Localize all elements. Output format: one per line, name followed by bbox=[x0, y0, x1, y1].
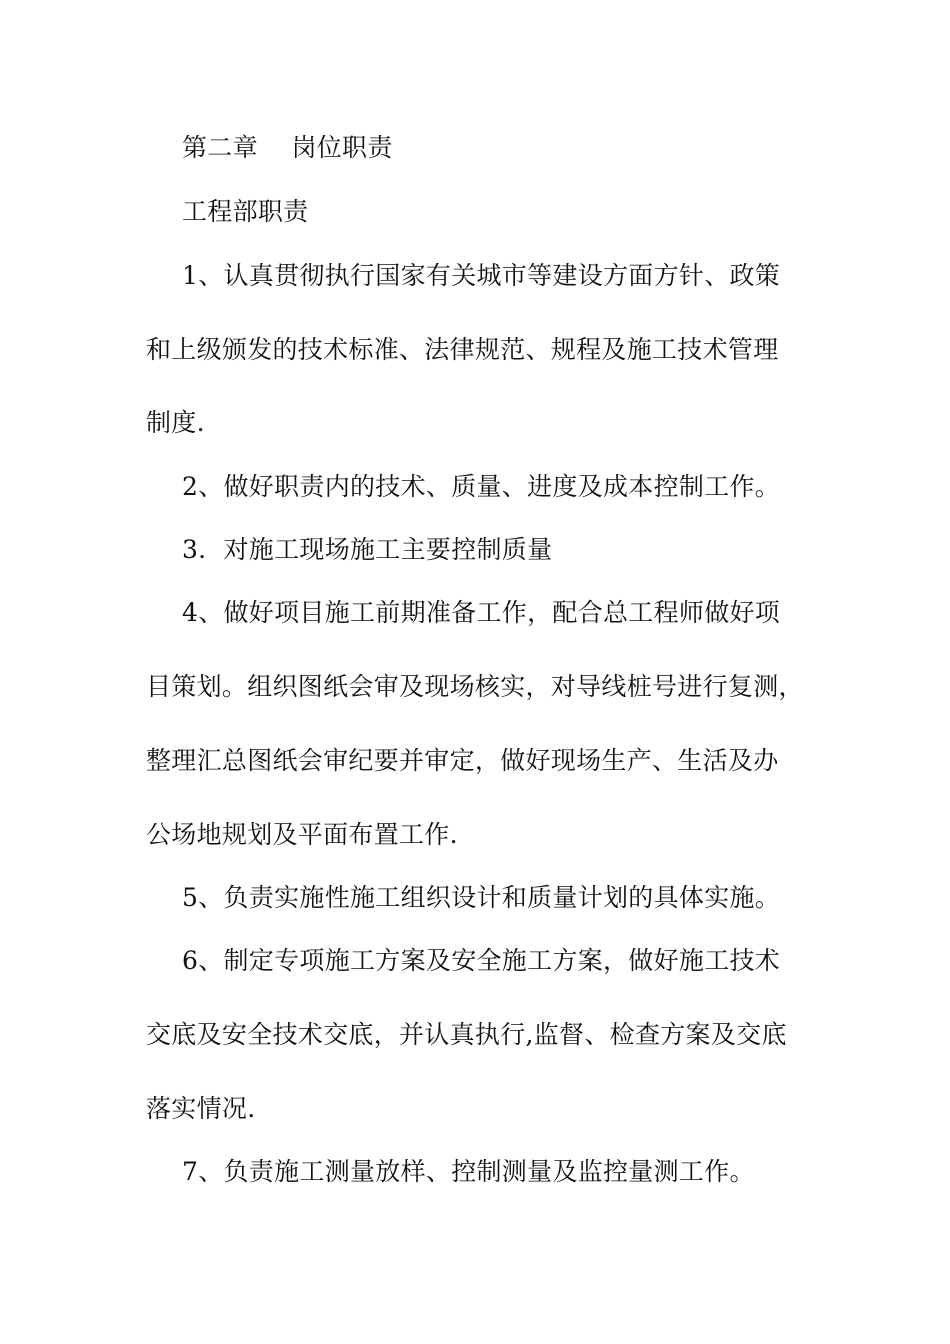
item-1-line-1: 1、认真贯彻执行国家有关城市等建设方面方针、政策 bbox=[182, 261, 781, 290]
item-2-line-1: 2、做好职责内的技术、质量、进度及成本控制工作。 bbox=[182, 472, 781, 501]
item-6-line-1: 6、制定专项施工方案及安全施工方案，做好施工技术 bbox=[182, 946, 781, 975]
section-heading: 工程部职责 bbox=[182, 197, 309, 226]
item-3-line-1: 3．对施工现场施工主要控制质量 bbox=[182, 535, 553, 564]
item-6-line-3: 落实情况. bbox=[146, 1094, 256, 1123]
item-4-line-3: 整理汇总图纸会审纪要并审定，做好现场生产、生活及办 bbox=[146, 746, 779, 775]
item-4-line-1: 4、做好项目施工前期准备工作，配合总工程师做好项 bbox=[182, 598, 781, 627]
item-1-line-2: 和上级颁发的技术标准、法律规范、规程及施工技术管理 bbox=[146, 335, 779, 364]
item-1-line-3: 制度. bbox=[146, 408, 205, 437]
item-4-line-4: 公场地规划及平面布置工作. bbox=[146, 820, 458, 849]
item-4-line-2: 目策划。组织图纸会审及现场核实，对导线桩号进行复测， bbox=[146, 672, 804, 701]
item-6-line-2: 交底及安全技术交底，并认真执行,监督、检查方案及交底 bbox=[146, 1020, 787, 1049]
item-7-line-1: 7、负责施工测量放样、控制测量及监控量测工作。 bbox=[182, 1157, 755, 1186]
item-5-line-1: 5、负责实施性施工组织设计和质量计划的具体实施。 bbox=[182, 883, 781, 912]
chapter-heading: 第二章 岗位职责 bbox=[182, 133, 393, 162]
